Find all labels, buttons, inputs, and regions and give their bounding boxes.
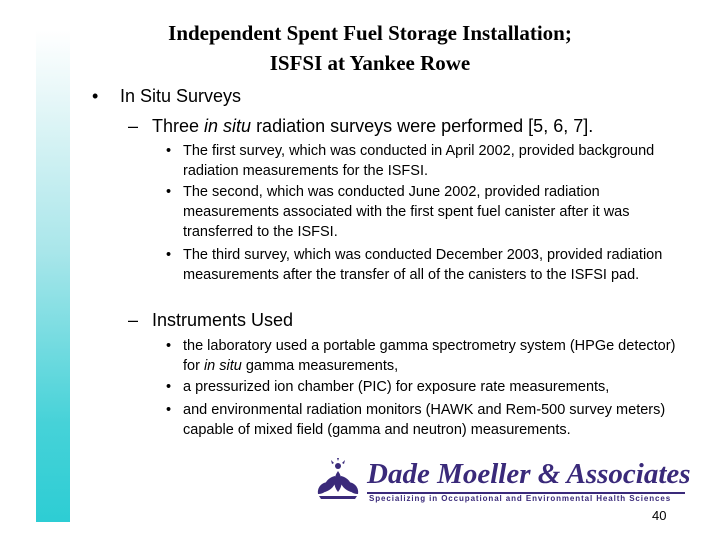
page-number: 40	[652, 508, 667, 523]
instrument-item-3	[166, 400, 686, 440]
bullet-dot: •	[166, 338, 172, 354]
bullet-dot: •	[166, 402, 172, 418]
bullet-in-situ-surveys	[92, 86, 241, 107]
instrument-item-prefix: the laboratory used a portable gamma spectrometry system (HPGe detector) for	[183, 338, 676, 374]
bullet-text: In Situ Surveys	[120, 86, 242, 106]
decorative-side-bar	[36, 30, 70, 522]
title-line-2: ISFSI at Yankee Rowe	[269, 51, 471, 75]
instrument-item-text: and environmental radiation monitors (HAWK and Rem-500 survey meters) capable of mixed field (gamma and neutron) measurements.	[183, 402, 666, 438]
survey-item-2	[166, 182, 686, 242]
company-name: Dade Moeller & Associates	[367, 458, 691, 490]
lotus-flower-icon	[315, 458, 361, 504]
instrument-item-1	[166, 336, 686, 376]
sub-bullet-three-surveys	[128, 116, 593, 137]
dash-marker: –	[128, 116, 139, 136]
bullet-dot: •	[166, 247, 172, 263]
bullet-dot: •	[166, 184, 172, 200]
instrument-item-suffix: gamma measurements,	[241, 358, 399, 374]
instrument-item-italic: in situ	[203, 358, 242, 374]
company-logo	[315, 458, 690, 504]
survey-item-text: The second, which was conducted June 2002, provided radiation measurements associated with the first spent fuel canister after it was transferred to the ISFSI.	[183, 184, 630, 240]
bullet-dot: •	[166, 379, 172, 395]
sub-bullet-instruments-used	[128, 310, 293, 331]
sub-bullet-italic: in situ	[204, 116, 252, 136]
survey-item-3	[166, 245, 686, 285]
company-tagline: Specializing in Occupational and Environmental Health Sciences	[369, 494, 672, 503]
slide-title	[100, 18, 640, 78]
instrument-item-2	[166, 377, 686, 397]
instrument-item-text	[183, 336, 686, 376]
sub-bullet-text: Instruments Used	[152, 310, 294, 330]
survey-item-1	[166, 141, 686, 181]
dash-marker: –	[128, 310, 139, 330]
instrument-item-text: a pressurized ion chamber (PIC) for exposure rate measurements,	[183, 379, 610, 395]
bullet-dot: •	[92, 86, 99, 106]
bullet-dot: •	[166, 143, 172, 159]
title-line-1: Independent Spent Fuel Storage Installation;	[168, 21, 572, 45]
sub-bullet-prefix: Three	[152, 116, 205, 136]
survey-item-text: The first survey, which was conducted in April 2002, provided background radiation measurements for the ISFSI.	[183, 143, 655, 179]
survey-item-text: The third survey, which was conducted December 2003, provided radiation measurements after the transfer of all of the canisters to the ISFSI pad.	[183, 247, 663, 283]
sub-bullet-suffix: radiation surveys were performed [5, 6, 7].	[251, 116, 594, 136]
